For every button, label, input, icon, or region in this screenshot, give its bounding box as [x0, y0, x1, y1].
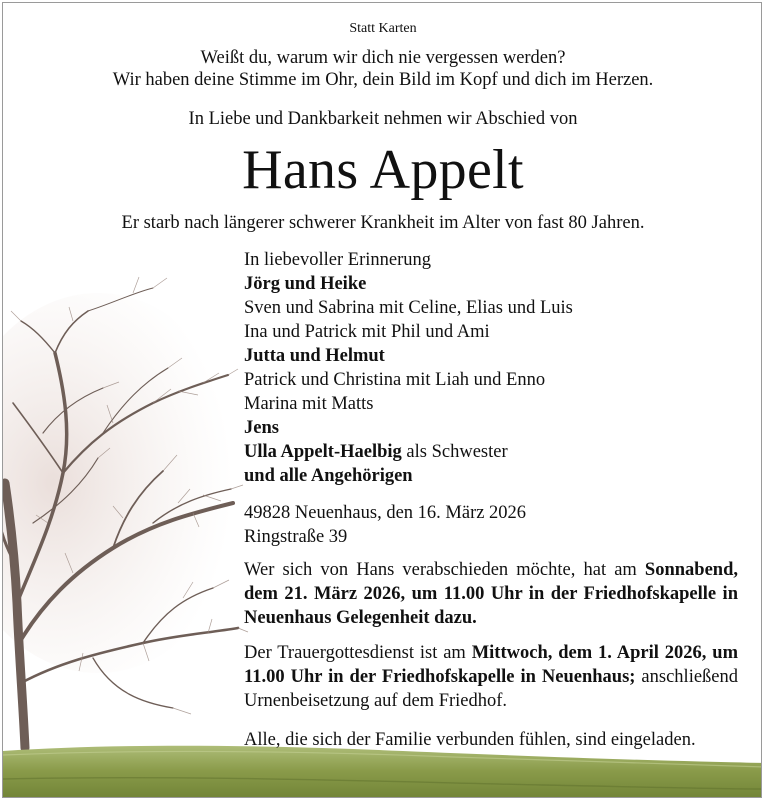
service-burial-text: anschließend Urnenbeisetzung auf dem Friedhof.	[244, 667, 739, 711]
service-date: Mittwoch, dem 1. April 2026, um 11.00 Uhr in der Friedhofskapelle in Neuenhaus;	[244, 643, 738, 687]
farewell-paragraph	[244, 558, 738, 630]
statt-karten-heading: Statt Karten	[349, 21, 417, 36]
invitation-paragraph: Alle, die sich der Familie verbunden fühlen, sind eingeladen.	[244, 730, 696, 750]
farewell-text: Wer sich von Hans verabschieden möchte, hat am	[244, 560, 645, 580]
obituary-notice	[2, 2, 762, 798]
family-group-name: Jutta und Helmut	[244, 346, 385, 366]
quote-line: Weißt du, warum wir dich nie vergessen werden?	[200, 48, 566, 68]
farewell-date: Sonnabend, dem 21. März 2026, um 11.00 Uhr in der Friedhofskapelle in Neuenhaus Gelegenheit dazu.	[244, 560, 738, 628]
street-address: Ringstraße 39	[244, 527, 348, 547]
memorial-quote	[3, 47, 762, 91]
family-member-line: Ina und Patrick mit Phil und Ami	[244, 322, 490, 342]
death-note: Er starb nach längerer schwerer Krankheit im Alter von fast 80 Jahren.	[121, 213, 645, 233]
sister-line	[244, 440, 744, 464]
family-member-line: Sven und Sabrina mit Celine, Elias und Luis	[244, 298, 573, 318]
quote-line: Wir haben deine Stimme im Ohr, dein Bild im Kopf und dich im Herzen.	[112, 70, 654, 90]
service-text: Der Trauergottesdienst ist am	[244, 643, 472, 663]
family-lead: In liebevoller Erinnerung	[244, 250, 431, 270]
sister-name: Ulla Appelt-Haelbig	[244, 442, 402, 462]
address-block	[244, 501, 526, 549]
place-date: 49828 Neuenhaus, den 16. März 2026	[244, 503, 527, 523]
family-group-name: Jörg und Heike	[244, 274, 367, 294]
family-member-line: Patrick und Christina mit Liah und Enno	[244, 370, 546, 390]
deceased-name: Hans Appelt	[242, 139, 524, 201]
family-group-name: Jens	[244, 418, 279, 438]
sister-role: als Schwester	[401, 442, 508, 462]
farewell-intro: In Liebe und Dankbarkeit nehmen wir Abschied von	[188, 109, 578, 129]
family-list	[244, 248, 744, 488]
family-member-line: Marina mit Matts	[244, 394, 374, 414]
service-paragraph	[244, 641, 738, 713]
relatives-line: und alle Angehörigen	[244, 466, 413, 486]
